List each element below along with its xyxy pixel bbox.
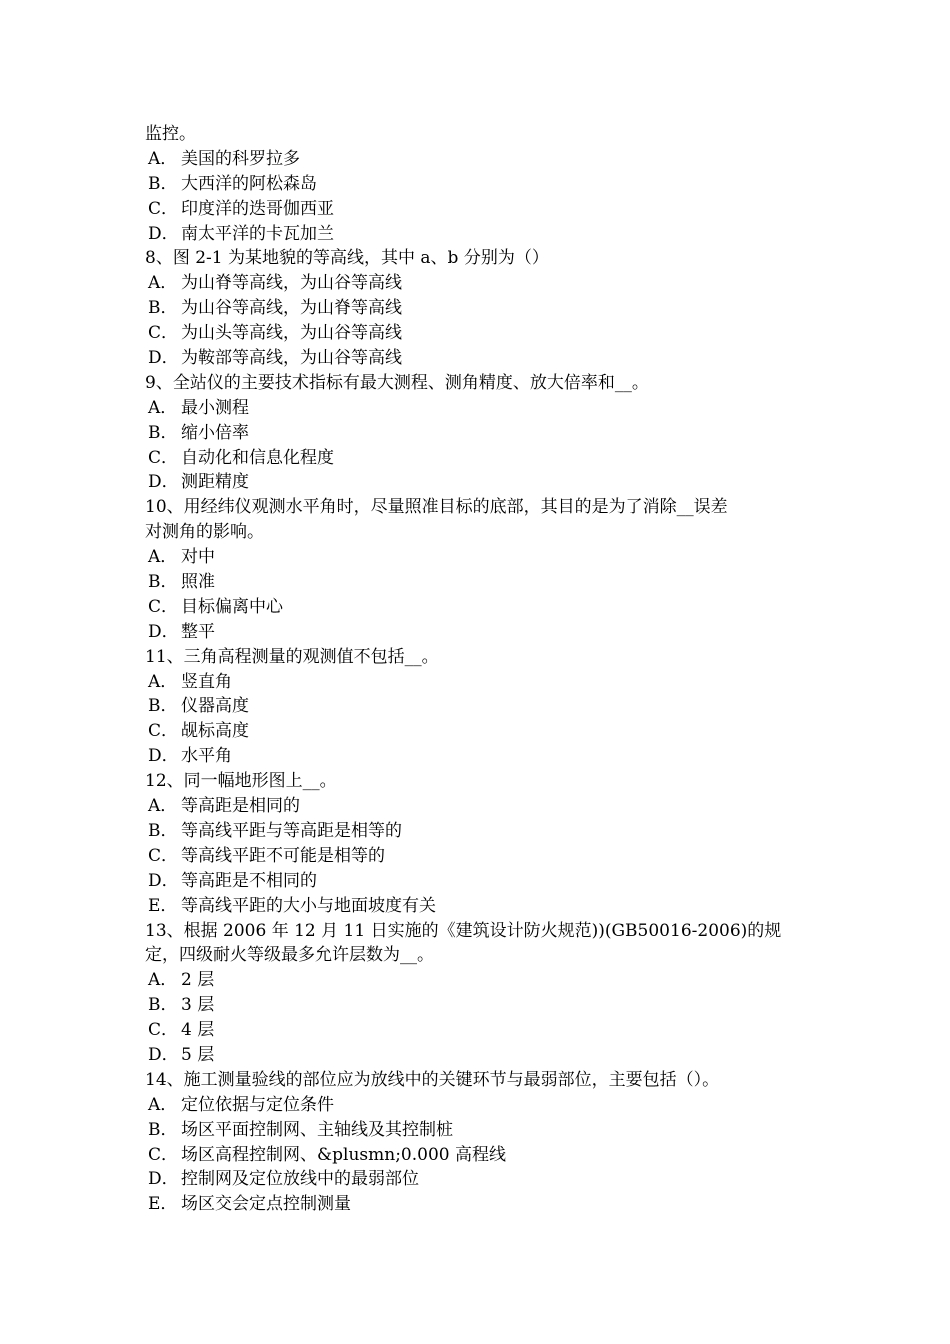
- option-letter: D．: [148, 223, 179, 244]
- option-text: 4 层: [181, 1020, 215, 1041]
- option-letter: E．: [148, 895, 178, 916]
- option-text: 仪器高度: [181, 696, 249, 717]
- answer-option: [145, 1093, 815, 1118]
- question-stem: 8、图 2-1 为某地貌的等高线，其中 a、b 分别为（）: [145, 248, 549, 269]
- answer-option: [145, 794, 815, 819]
- option-text: 大西洋的阿松森岛: [181, 173, 317, 194]
- option-text: 水平角: [181, 746, 232, 767]
- answer-option: [145, 346, 815, 371]
- option-text: 目标偏离中心: [181, 596, 283, 617]
- option-text: 场区高程控制网、&plusmn;0.000 高程线: [181, 1144, 506, 1165]
- option-letter: D．: [148, 472, 179, 493]
- option-letter: B．: [148, 173, 178, 194]
- option-letter: A．: [148, 796, 178, 817]
- answer-option: [145, 545, 815, 570]
- option-text: 等高距是不相同的: [181, 870, 317, 891]
- answer-option: [145, 819, 815, 844]
- option-letter: B．: [148, 298, 178, 319]
- option-text: 最小测程: [181, 397, 249, 418]
- option-text: 照准: [181, 572, 215, 593]
- option-text: 印度洋的迭哥伽西亚: [181, 198, 334, 219]
- option-text: 对中: [181, 547, 215, 568]
- option-text: 自动化和信息化程度: [181, 447, 334, 468]
- option-text: 场区平面控制网、主轴线及其控制桩: [181, 1119, 453, 1140]
- answer-option: [145, 396, 815, 421]
- question-continuation: 对测角的影响。: [145, 522, 264, 543]
- option-letter: C．: [148, 198, 179, 219]
- answer-option: [145, 1192, 815, 1217]
- option-letter: D．: [148, 621, 179, 642]
- option-text: 为鞍部等高线，为山谷等高线: [181, 348, 402, 369]
- answer-option: [145, 744, 815, 769]
- option-text: 定位依据与定位条件: [181, 1094, 334, 1115]
- answer-option: [145, 321, 815, 346]
- option-letter: D．: [148, 348, 179, 369]
- document-page: [145, 122, 815, 1217]
- option-letter: A．: [148, 671, 178, 692]
- option-letter: A．: [148, 547, 178, 568]
- answer-option: [145, 894, 815, 919]
- option-text: 3 层: [181, 995, 215, 1016]
- answer-option: [145, 694, 815, 719]
- option-text: 整平: [181, 621, 215, 642]
- answer-option: [145, 197, 815, 222]
- option-text: 5 层: [181, 1044, 215, 1065]
- option-letter: B．: [148, 1119, 178, 1140]
- option-letter: D．: [148, 746, 179, 767]
- question-stem: 13、根据 2006 年 12 月 11 日实施的《建筑设计防火规范))(GB50016-2006)的规: [145, 920, 782, 941]
- answer-option: [145, 421, 815, 446]
- option-letter: B．: [148, 820, 178, 841]
- answer-option: [145, 869, 815, 894]
- answer-option: [145, 1167, 815, 1192]
- option-letter: A．: [148, 148, 178, 169]
- option-letter: C．: [148, 447, 179, 468]
- answer-option: [145, 1018, 815, 1043]
- answer-option: [145, 147, 815, 172]
- answer-option: [145, 1118, 815, 1143]
- option-letter: D．: [148, 1044, 179, 1065]
- option-letter: C．: [148, 1144, 179, 1165]
- option-text: 缩小倍率: [181, 422, 249, 443]
- answer-option: [145, 446, 815, 471]
- option-text: 等高线平距与等高距是相等的: [181, 820, 402, 841]
- option-text: 为山头等高线，为山谷等高线: [181, 323, 402, 344]
- question-stem: 9、全站仪的主要技术指标有最大测程、测角精度、放大倍率和__。: [145, 372, 649, 393]
- option-letter: A．: [148, 273, 178, 294]
- answer-option: [145, 844, 815, 869]
- answer-option: [145, 1143, 815, 1168]
- question-stem: 10、用经纬仪观测水平角时，尽量照准目标的底部，其目的是为了消除__误差: [145, 497, 728, 518]
- option-text: 竖直角: [181, 671, 232, 692]
- answer-option: [145, 271, 815, 296]
- option-text: 美国的科罗拉多: [181, 148, 300, 169]
- option-letter: D．: [148, 1169, 179, 1190]
- option-text: 觇标高度: [181, 721, 249, 742]
- option-letter: A．: [148, 1094, 178, 1115]
- option-letter: C．: [148, 596, 179, 617]
- question-stem: 14、施工测量验线的部位应为放线中的关键环节与最弱部位，主要包括（）。: [145, 1069, 720, 1090]
- question-stem: 12、同一幅地形图上__。: [145, 771, 337, 792]
- option-text: 为山谷等高线，为山脊等高线: [181, 298, 402, 319]
- option-letter: C．: [148, 323, 179, 344]
- answer-option: [145, 172, 815, 197]
- option-letter: B．: [148, 572, 178, 593]
- option-text: 等高线平距不可能是相等的: [181, 845, 385, 866]
- option-letter: C．: [148, 721, 179, 742]
- option-letter: E．: [148, 1194, 178, 1215]
- option-text: 为山脊等高线，为山谷等高线: [181, 273, 402, 294]
- option-letter: B．: [148, 422, 178, 443]
- question-stem: 11、三角高程测量的观测值不包括__。: [145, 646, 439, 667]
- answer-option: [145, 1043, 815, 1068]
- answer-option: [145, 296, 815, 321]
- answer-option: [145, 620, 815, 645]
- option-text: 等高线平距的大小与地面坡度有关: [181, 895, 436, 916]
- question-continuation: 定，四级耐火等级最多允许层数为__。: [145, 945, 434, 966]
- option-letter: A．: [148, 970, 178, 991]
- option-letter: B．: [148, 696, 178, 717]
- option-letter: A．: [148, 397, 178, 418]
- option-text: 控制网及定位放线中的最弱部位: [181, 1169, 419, 1190]
- question-continuation: 监控。: [145, 124, 196, 144]
- answer-option: [145, 570, 815, 595]
- option-text: 2 层: [181, 970, 215, 991]
- option-letter: C．: [148, 845, 179, 866]
- answer-option: [145, 993, 815, 1018]
- answer-option: [145, 968, 815, 993]
- option-letter: C．: [148, 1020, 179, 1041]
- option-text: 场区交会定点控制测量: [181, 1194, 351, 1215]
- answer-option: [145, 670, 815, 695]
- answer-option: [145, 595, 815, 620]
- answer-option: [145, 222, 815, 247]
- option-text: 南太平洋的卡瓦加兰: [181, 223, 334, 244]
- answer-option: [145, 719, 815, 744]
- option-letter: B．: [148, 995, 178, 1016]
- option-letter: D．: [148, 870, 179, 891]
- option-text: 等高距是相同的: [181, 796, 300, 817]
- option-text: 测距精度: [181, 472, 249, 493]
- answer-option: [145, 470, 815, 495]
